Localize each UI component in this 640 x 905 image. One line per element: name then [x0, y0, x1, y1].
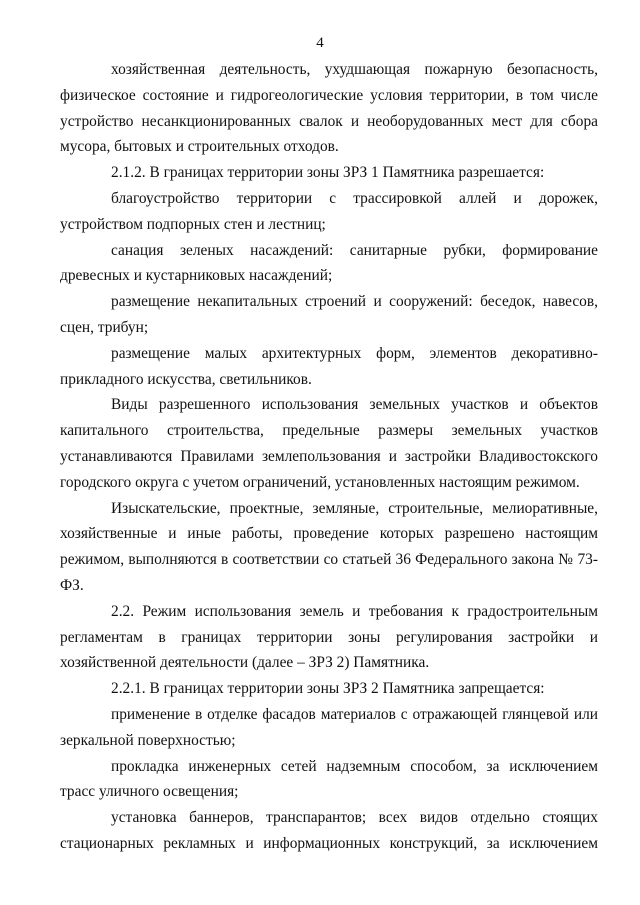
paragraph-land-use: Виды разрешенного использования земельных участков и объектов капитального строительства, предельные размеры земельных участков устанавливаются Правилами землепользования и застройки Владивостокского городского округа с учетом ограничений, установленных настоящим режимом.	[60, 396, 598, 491]
paragraph-2-2-1: 2.2.1. В границах территории зоны ЗРЗ 2 Памятника запрещается:	[111, 680, 545, 698]
paragraph-facades: применение в отделке фасадов материалов с отражающей глянцевой или зеркальной поверхностью;	[60, 705, 598, 749]
paragraph-sanitation: санация зеленых насаждений: санитарные рубки, формирование древесных и кустарниковых насаждений;	[60, 241, 598, 285]
paragraph-continuation: хозяйственная деятельность, ухудшающая пожарную безопасность, физическое состояние и гидрогеологические условия территории, в том числе устройство несанкционированных свалок и необорудованных мест для сбора мусора, бытовых и строительных отходов.	[60, 61, 598, 156]
paragraph-small-forms: размещение малых архитектурных форм, элементов декоративно-прикладного искусства, светильников.	[60, 344, 598, 388]
paragraph-banners: установка баннеров, транспарантов; всех видов отдельно стоящих стационарных рекламных и информационных конструкций, за исключением	[60, 809, 598, 852]
paragraph-works: Изыскательские, проектные, земляные, строительные, мелиоративные, хозяйственные и иные работы, проведение которых разрешено настоящим режимом, выполняются в соответствии со статьей 36 Федерального закона № 73-ФЗ.	[60, 499, 598, 594]
paragraph-landscaping: благоустройство территории с трассировкой аллей и дорожек, устройством подпорных стен и лестниц;	[60, 189, 598, 233]
paragraph-structures: размещение некапитальных строений и сооружений: беседок, навесов, сцен, трибун;	[60, 293, 598, 336]
document-body	[60, 57, 598, 857]
paragraph-2-2: 2.2. Режим использования земель и требования к градостроительным регламентам в границах территории зоны регулирования застройки и хозяйственной деятельности (далее – ЗРЗ 2) Памятника.	[60, 602, 598, 672]
paragraph-networks: прокладка инженерных сетей надземным способом, за исключением трасс уличного освещения;	[60, 757, 598, 801]
paragraph-2-1-2: 2.1.2. В границах территории зоны ЗРЗ 1 Памятника разрешается:	[111, 164, 545, 182]
page-number: 4	[316, 35, 324, 51]
